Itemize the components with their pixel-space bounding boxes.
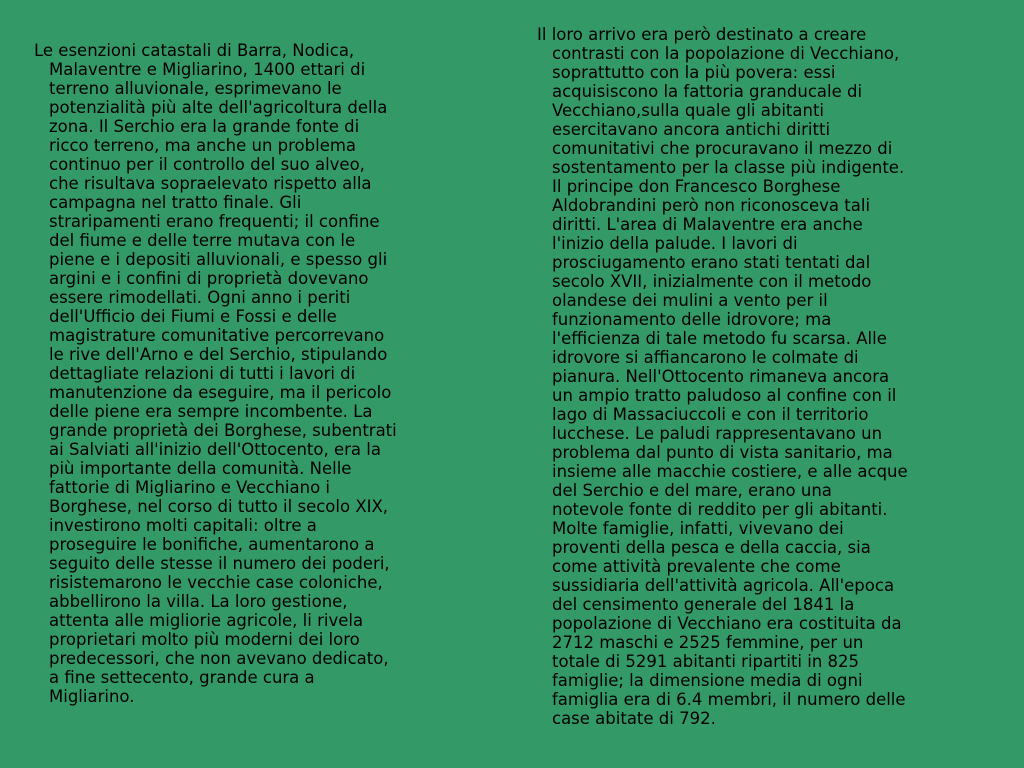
text-line: insieme alle macchie costiere, e alle acque <box>552 462 908 481</box>
text-line: terreno alluvionale, esprimevano le <box>49 79 342 98</box>
text-line: comunitativi che procuravano il mezzo di <box>552 139 893 158</box>
text-line: notevole fonte di reddito per gli abitanti. <box>552 500 888 519</box>
text-line: del Serchio e del mare, erano una <box>552 481 832 500</box>
left-text-column <box>34 41 474 706</box>
text-line: che risultava sopraelevato rispetto alla <box>49 174 372 193</box>
text-line: Malaventre e Migliarino, 1400 ettari di <box>49 60 366 79</box>
text-line: l'inizio della palude. I lavori di <box>552 234 798 253</box>
text-line: dettagliate relazioni di tutti i lavori di <box>49 364 356 383</box>
text-line: funzionamento delle idrovore; ma <box>552 310 832 329</box>
text-line: prosciugamento erano stati tentati dal <box>552 253 871 272</box>
text-line: pianura. Nell'Ottocento rimaneva ancora <box>552 367 890 386</box>
text-line: Il principe don Francesco Borghese <box>552 177 841 196</box>
text-line: continuo per il controllo del suo alveo, <box>49 155 365 174</box>
text-line: famiglie; la dimensione media di ogni <box>552 671 863 690</box>
text-line: più importante della comunità. Nelle <box>49 459 352 478</box>
text-line: straripamenti erano frequenti; il confine <box>49 212 380 231</box>
text-line: predecessori, che non avevano dedicato, <box>49 649 389 668</box>
text-line: investirono molti capitali: oltre a <box>49 516 317 535</box>
text-line: essere rimodellati. Ogni anno i periti <box>49 288 351 307</box>
text-line: Molte famiglie, infatti, vivevano dei <box>552 519 844 538</box>
text-line: esercitavano ancora antichi diritti <box>552 120 831 139</box>
text-line: lucchese. Le paludi rappresentavano un <box>552 424 883 443</box>
text-line: ricco terreno, ma anche un problema <box>49 136 357 155</box>
text-line: famiglia era di 6.4 membri, il numero delle <box>552 690 906 709</box>
text-line: 2712 maschi e 2525 femmine, per un <box>552 633 864 652</box>
text-line: proprietari molto più moderni dei loro <box>49 630 360 649</box>
text-line: problema dal punto di vista sanitario, ma <box>552 443 893 462</box>
text-line: attenta alle migliorie agricole, li rivela <box>49 611 364 630</box>
text-line: sostentamento per la classe più indigente. <box>552 158 905 177</box>
text-line: le rive dell'Arno e del Serchio, stipulando <box>49 345 388 364</box>
text-line: proventi della pesca e della caccia, sia <box>552 538 871 557</box>
text-line: piene e i depositi alluvionali, e spesso gli <box>49 250 388 269</box>
text-line: lago di Massaciuccoli e con il territorio <box>552 405 869 424</box>
text-line: campagna nel tratto finale. Gli <box>49 193 302 212</box>
text-line: abbellirono la villa. La loro gestione, <box>49 592 348 611</box>
text-line: Vecchiano,sulla quale gli abitanti <box>552 101 825 120</box>
text-line: secolo XVII, inizialmente con il metodo <box>552 272 872 291</box>
text-line: Aldobrandini però non riconosceva tali <box>552 196 871 215</box>
text-line: popolazione di Vecchiano era costituita da <box>552 614 902 633</box>
text-line: manutenzione da eseguire, ma il pericolo <box>49 383 392 402</box>
right-text-column <box>537 25 992 728</box>
text-line: potenzialità più alte dell'agricoltura della <box>49 98 388 117</box>
text-line: Borghese, nel corso di tutto il secolo XIX, <box>49 497 389 516</box>
text-line: contrasti con la popolazione di Vecchiano, <box>552 44 900 63</box>
text-line: Le esenzioni catastali di Barra, Nodica, <box>34 41 355 60</box>
text-line: l'efficienza di tale metodo fu scarsa. Alle <box>552 329 887 348</box>
text-line: ai Salviati all'inizio dell'Ottocento, era la <box>49 440 381 459</box>
text-line: grande proprietà dei Borghese, subentrati <box>49 421 397 440</box>
text-line: olandese dei mulini a vento per il <box>552 291 828 310</box>
text-line: dell'Ufficio dei Fiumi e Fossi e delle <box>49 307 337 326</box>
text-line: seguito delle stesse il numero dei poderi, <box>49 554 390 573</box>
text-line: argini e i confini di proprietà dovevano <box>49 269 369 288</box>
text-line: totale di 5291 abitanti ripartiti in 825 <box>552 652 860 671</box>
text-line: case abitate di 792. <box>552 709 716 728</box>
text-line: del fiume e delle terre mutava con le <box>49 231 356 250</box>
text-line: a fine settecento, grande cura a <box>49 668 315 687</box>
text-line: proseguire le bonifiche, aumentarono a <box>49 535 375 554</box>
text-line: fattorie di Migliarino e Vecchiano i <box>49 478 330 497</box>
text-line: soprattutto con la più povera: essi <box>552 63 836 82</box>
text-line: diritti. L'area di Malaventre era anche <box>552 215 863 234</box>
text-line: acquisiscono la fattoria granducale di <box>552 82 863 101</box>
text-line: del censimento generale del 1841 la <box>552 595 855 614</box>
text-line: delle piene era sempre incombente. La <box>49 402 373 421</box>
text-line: come attività prevalente che come <box>552 557 841 576</box>
text-line: zona. Il Serchio era la grande fonte di <box>49 117 360 136</box>
text-line: sussidiaria dell'attività agricola. All'epoca <box>552 576 895 595</box>
text-line: un ampio tratto paludoso al confine con il <box>552 386 897 405</box>
text-line: Migliarino. <box>49 687 135 706</box>
text-line: Il loro arrivo era però destinato a creare <box>537 25 867 44</box>
text-line: risistemarono le vecchie case coloniche, <box>49 573 383 592</box>
text-line: idrovore si affiancarono le colmate di <box>552 348 859 367</box>
text-line: magistrature comunitative percorrevano <box>49 326 385 345</box>
